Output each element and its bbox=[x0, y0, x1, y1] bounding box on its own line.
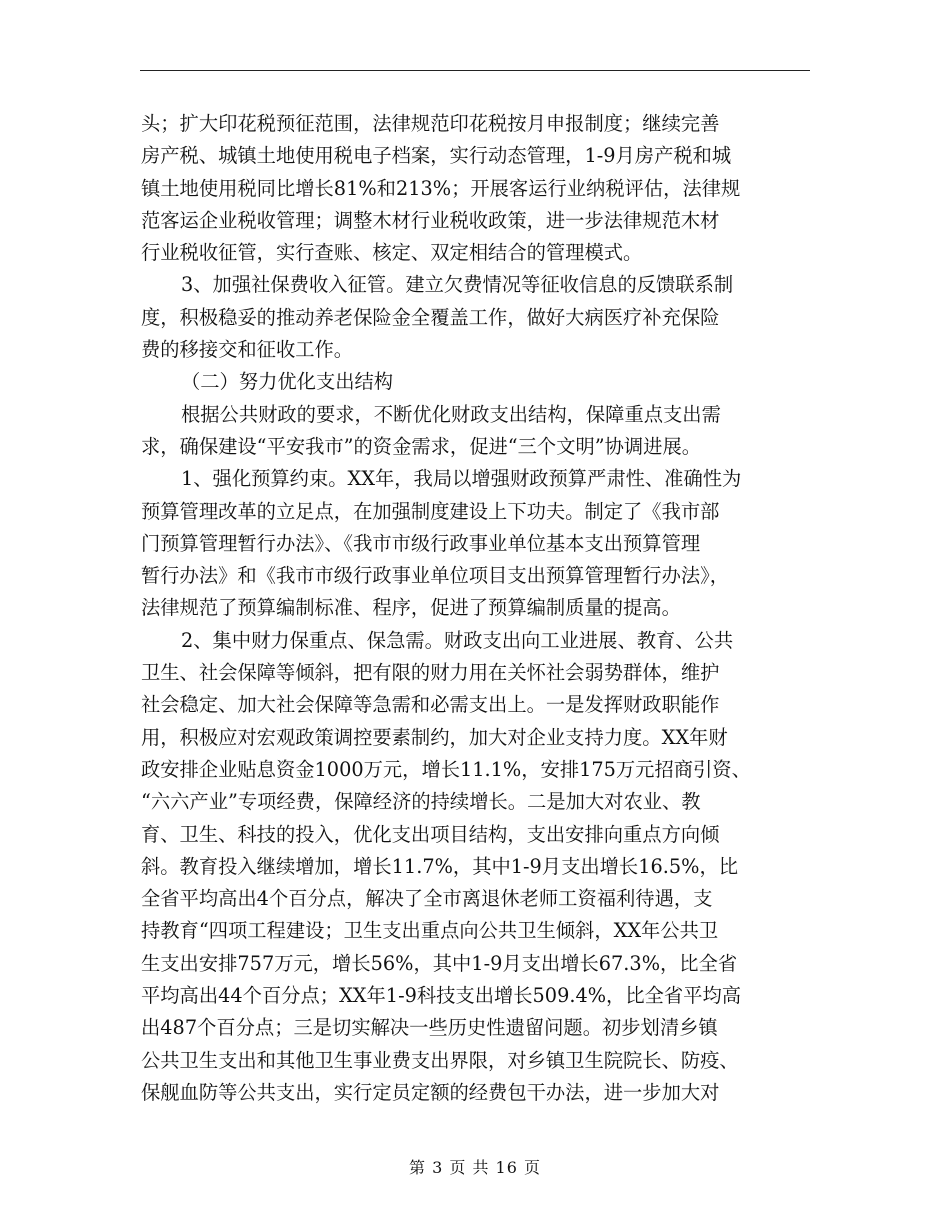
text-line: 门预算管理暂行办法》、《我市市级行政事业单位基本支出预算管理 bbox=[141, 531, 701, 555]
text-line: 保舰血防等公共支出，实行定员定额的经费包干办法，进一步加大对 bbox=[141, 1080, 720, 1104]
paragraph-start: 根据公共财政的要求，不断优化财政支出结构，保障重点支出需 bbox=[181, 402, 721, 426]
text-line: 行业税收征管，实行查账、核定、双定相结合的管理模式。 bbox=[141, 241, 643, 265]
text-line: 范客运企业税收管理；调整木材行业税收政策，进一步法律规范木材 bbox=[141, 208, 720, 232]
text-line: 度，积极稳妥的推动养老保险金全覆盖工作，做好大病医疗补充保险 bbox=[141, 305, 720, 329]
text-line: 社会稳定、加大社会保障等急需和必需支出上。一是发挥财政职能作 bbox=[141, 693, 720, 717]
text-line: 头；扩大印花税预征范围，法律规范印花税按月申报制度；继续完善 bbox=[141, 112, 720, 135]
text-line: 斜。教育投入继续增加，增长11.7%，其中1-9月支出增长16.5%，比 bbox=[141, 854, 739, 878]
paragraph-start: 3、加强社保费收入征管。建立欠费情况等征收信息的反馈联系制 bbox=[181, 273, 734, 297]
text-line: “六六产业”专项经费，保障经济的持续增长。二是加大对农业、教 bbox=[141, 790, 701, 814]
text-line: 卫生、社会保障等倾斜，把有限的财力用在关怀社会弱势群体，维护 bbox=[141, 661, 720, 685]
page-number: 第 3 页 共 16 页 bbox=[409, 1158, 541, 1177]
text-line: 房产税、城镇土地使用税电子档案，实行动态管理，1-9月房产税和城 bbox=[141, 144, 732, 168]
text-line: 持教育“四项工程建设；卫生支出重点向公共卫生倾斜，XX年公共卫 bbox=[141, 919, 719, 943]
document-body bbox=[141, 108, 809, 1109]
text-line: 用，积极应对宏观政策调控要素制约，加大对企业支持力度。XX年财 bbox=[141, 725, 728, 749]
paragraph-start: 2、集中财力保重点、保急需。财政支出向工业进展、教育、公共 bbox=[181, 628, 734, 652]
text-line: 政安排企业贴息资金1000万元，增长11.1%，安排175万元招商引资、 bbox=[141, 757, 751, 781]
text-line: 公共卫生支出和其他卫生事业费支出界限，对乡镇卫生院院长、防疫、 bbox=[141, 1048, 739, 1072]
header-rule bbox=[140, 70, 810, 71]
text-line: 预算管理改革的立足点，在加强制度建设上下功夫。制定了《我市部 bbox=[141, 499, 720, 523]
text-line: 求，确保建设“平安我市”的资金需求，促进“三个文明”协调进展。 bbox=[141, 434, 702, 458]
text-line: 育、卫生、科技的投入，优化支出项目结构，支出安排向重点方向倾 bbox=[141, 822, 720, 846]
text-line: 平均高出44个百分点；XX年1-9科技支出增长509.4%，比全省平均高 bbox=[141, 984, 742, 1008]
text-line: 暂行办法》和《我市市级行政事业单位项目支出预算管理暂行办法》， bbox=[141, 564, 730, 588]
text-line: 全省平均高出4个百分点，解决了全市离退休老师工资福利待遇，支 bbox=[141, 887, 713, 911]
text-line: 法律规范了预算编制标准、程序，促进了预算编制质量的提高。 bbox=[141, 596, 681, 620]
text-line: 费的移接交和征收工作。 bbox=[141, 338, 354, 362]
text-line: 生支出安排757万元，增长56%，其中1-9月支出增长67.3%，比全省 bbox=[141, 951, 738, 975]
text-line: 镇土地使用税同比增长81%和213%；开展客运行业纳税评估，法律规 bbox=[141, 176, 741, 200]
text-line: 出487个百分点；三是切实解决一些历史性遗留问题。初步划清乡镇 bbox=[141, 1016, 718, 1040]
section-heading: （二）努力优化支出结构 bbox=[181, 370, 394, 394]
paragraph-start: 1、强化预算约束。XX年，我局以增强财政预算严肃性、准确性为 bbox=[181, 467, 742, 491]
